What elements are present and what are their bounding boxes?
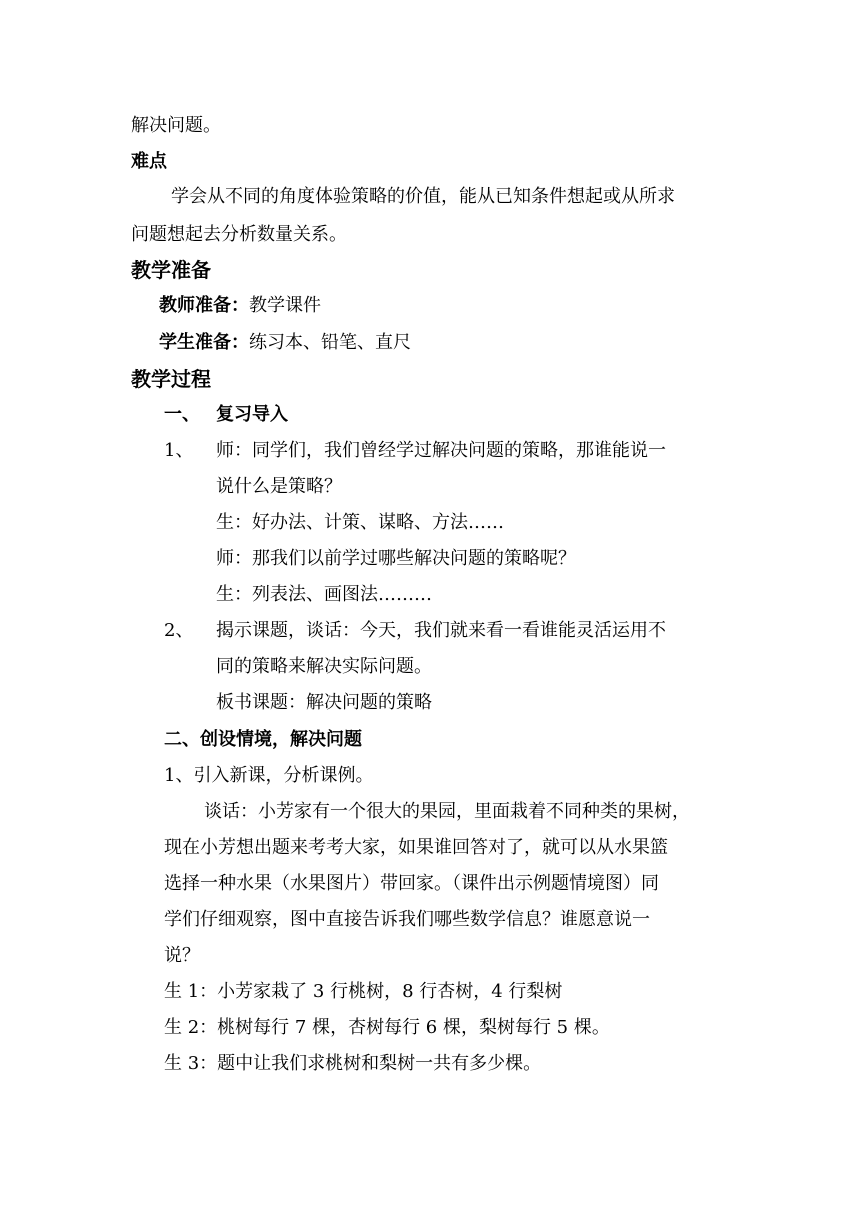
teacher-preparation-value: 教学课件 <box>249 295 321 316</box>
section1-title: 复习导入 <box>216 404 288 425</box>
item1-student-answer2: 生：列表法、画图法……… <box>216 584 432 605</box>
difficulty-text-line1: 学会从不同的角度体验策略的价值，能从已知条件想起或从所求 <box>171 186 675 207</box>
paragraph-line4: 学们仔细观察，图中直接告诉我们哪些数学信息？谁愿意说一 <box>164 909 650 930</box>
student-preparation <box>159 331 411 355</box>
student1-answer: 生 1：小芳家栽了 3 行桃树，8 行杏树，4 行梨树 <box>164 981 563 1002</box>
difficulty-heading: 难点 <box>131 151 167 172</box>
item1-number: 1、 <box>164 440 194 461</box>
teacher-preparation-label: 教师准备： <box>159 295 249 316</box>
item2-line2: 同的策略来解决实际问题。 <box>216 656 432 677</box>
item2-board-title: 板书课题：解决问题的策略 <box>216 692 432 713</box>
difficulty-text-line2: 问题想起去分析数量关系。 <box>131 224 347 245</box>
intro-tail-text: 解决问题。 <box>131 115 221 136</box>
item1-line2: 说什么是策略？ <box>216 476 342 497</box>
preparation-heading: 教学准备 <box>131 258 211 282</box>
item1-student-answer1: 生：好办法、计策、谋略、方法…… <box>216 512 504 533</box>
paragraph-line2: 现在小芳想出题来考考大家，如果谁回答对了，就可以从水果篮 <box>164 837 668 858</box>
teacher-preparation <box>159 294 321 318</box>
item2-line1: 揭示课题，谈话：今天，我们就来看一看谁能灵活运用不 <box>216 620 666 641</box>
section2-item1: 1、引入新课，分析课例。 <box>164 765 374 786</box>
student2-answer: 生 2：桃树每行 7 棵，杏树每行 6 棵，梨树每行 5 棵。 <box>164 1017 610 1038</box>
item1-line1: 师：同学们，我们曾经学过解决问题的策略，那谁能说一 <box>216 440 666 461</box>
item1-teacher-question2: 师：那我们以前学过哪些解决问题的策略呢？ <box>216 548 576 569</box>
student3-answer: 生 3：题中让我们求桃树和梨树一共有多少棵。 <box>164 1053 542 1074</box>
item2-number: 2、 <box>164 620 194 641</box>
process-heading: 教学过程 <box>131 367 211 391</box>
section2-title: 二、创设情境，解决问题 <box>164 729 362 750</box>
paragraph-line3: 选择一种水果（水果图片）带回家。（课件出示例题情境图）同 <box>164 873 659 894</box>
paragraph-line1: 谈话：小芳家有一个很大的果园，里面栽着不同种类的果树， <box>204 801 690 822</box>
student-preparation-label: 学生准备： <box>159 332 249 353</box>
section1-number: 一、 <box>164 404 200 425</box>
paragraph-line5: 说？ <box>164 945 200 966</box>
student-preparation-value: 练习本、铅笔、直尺 <box>249 332 411 353</box>
